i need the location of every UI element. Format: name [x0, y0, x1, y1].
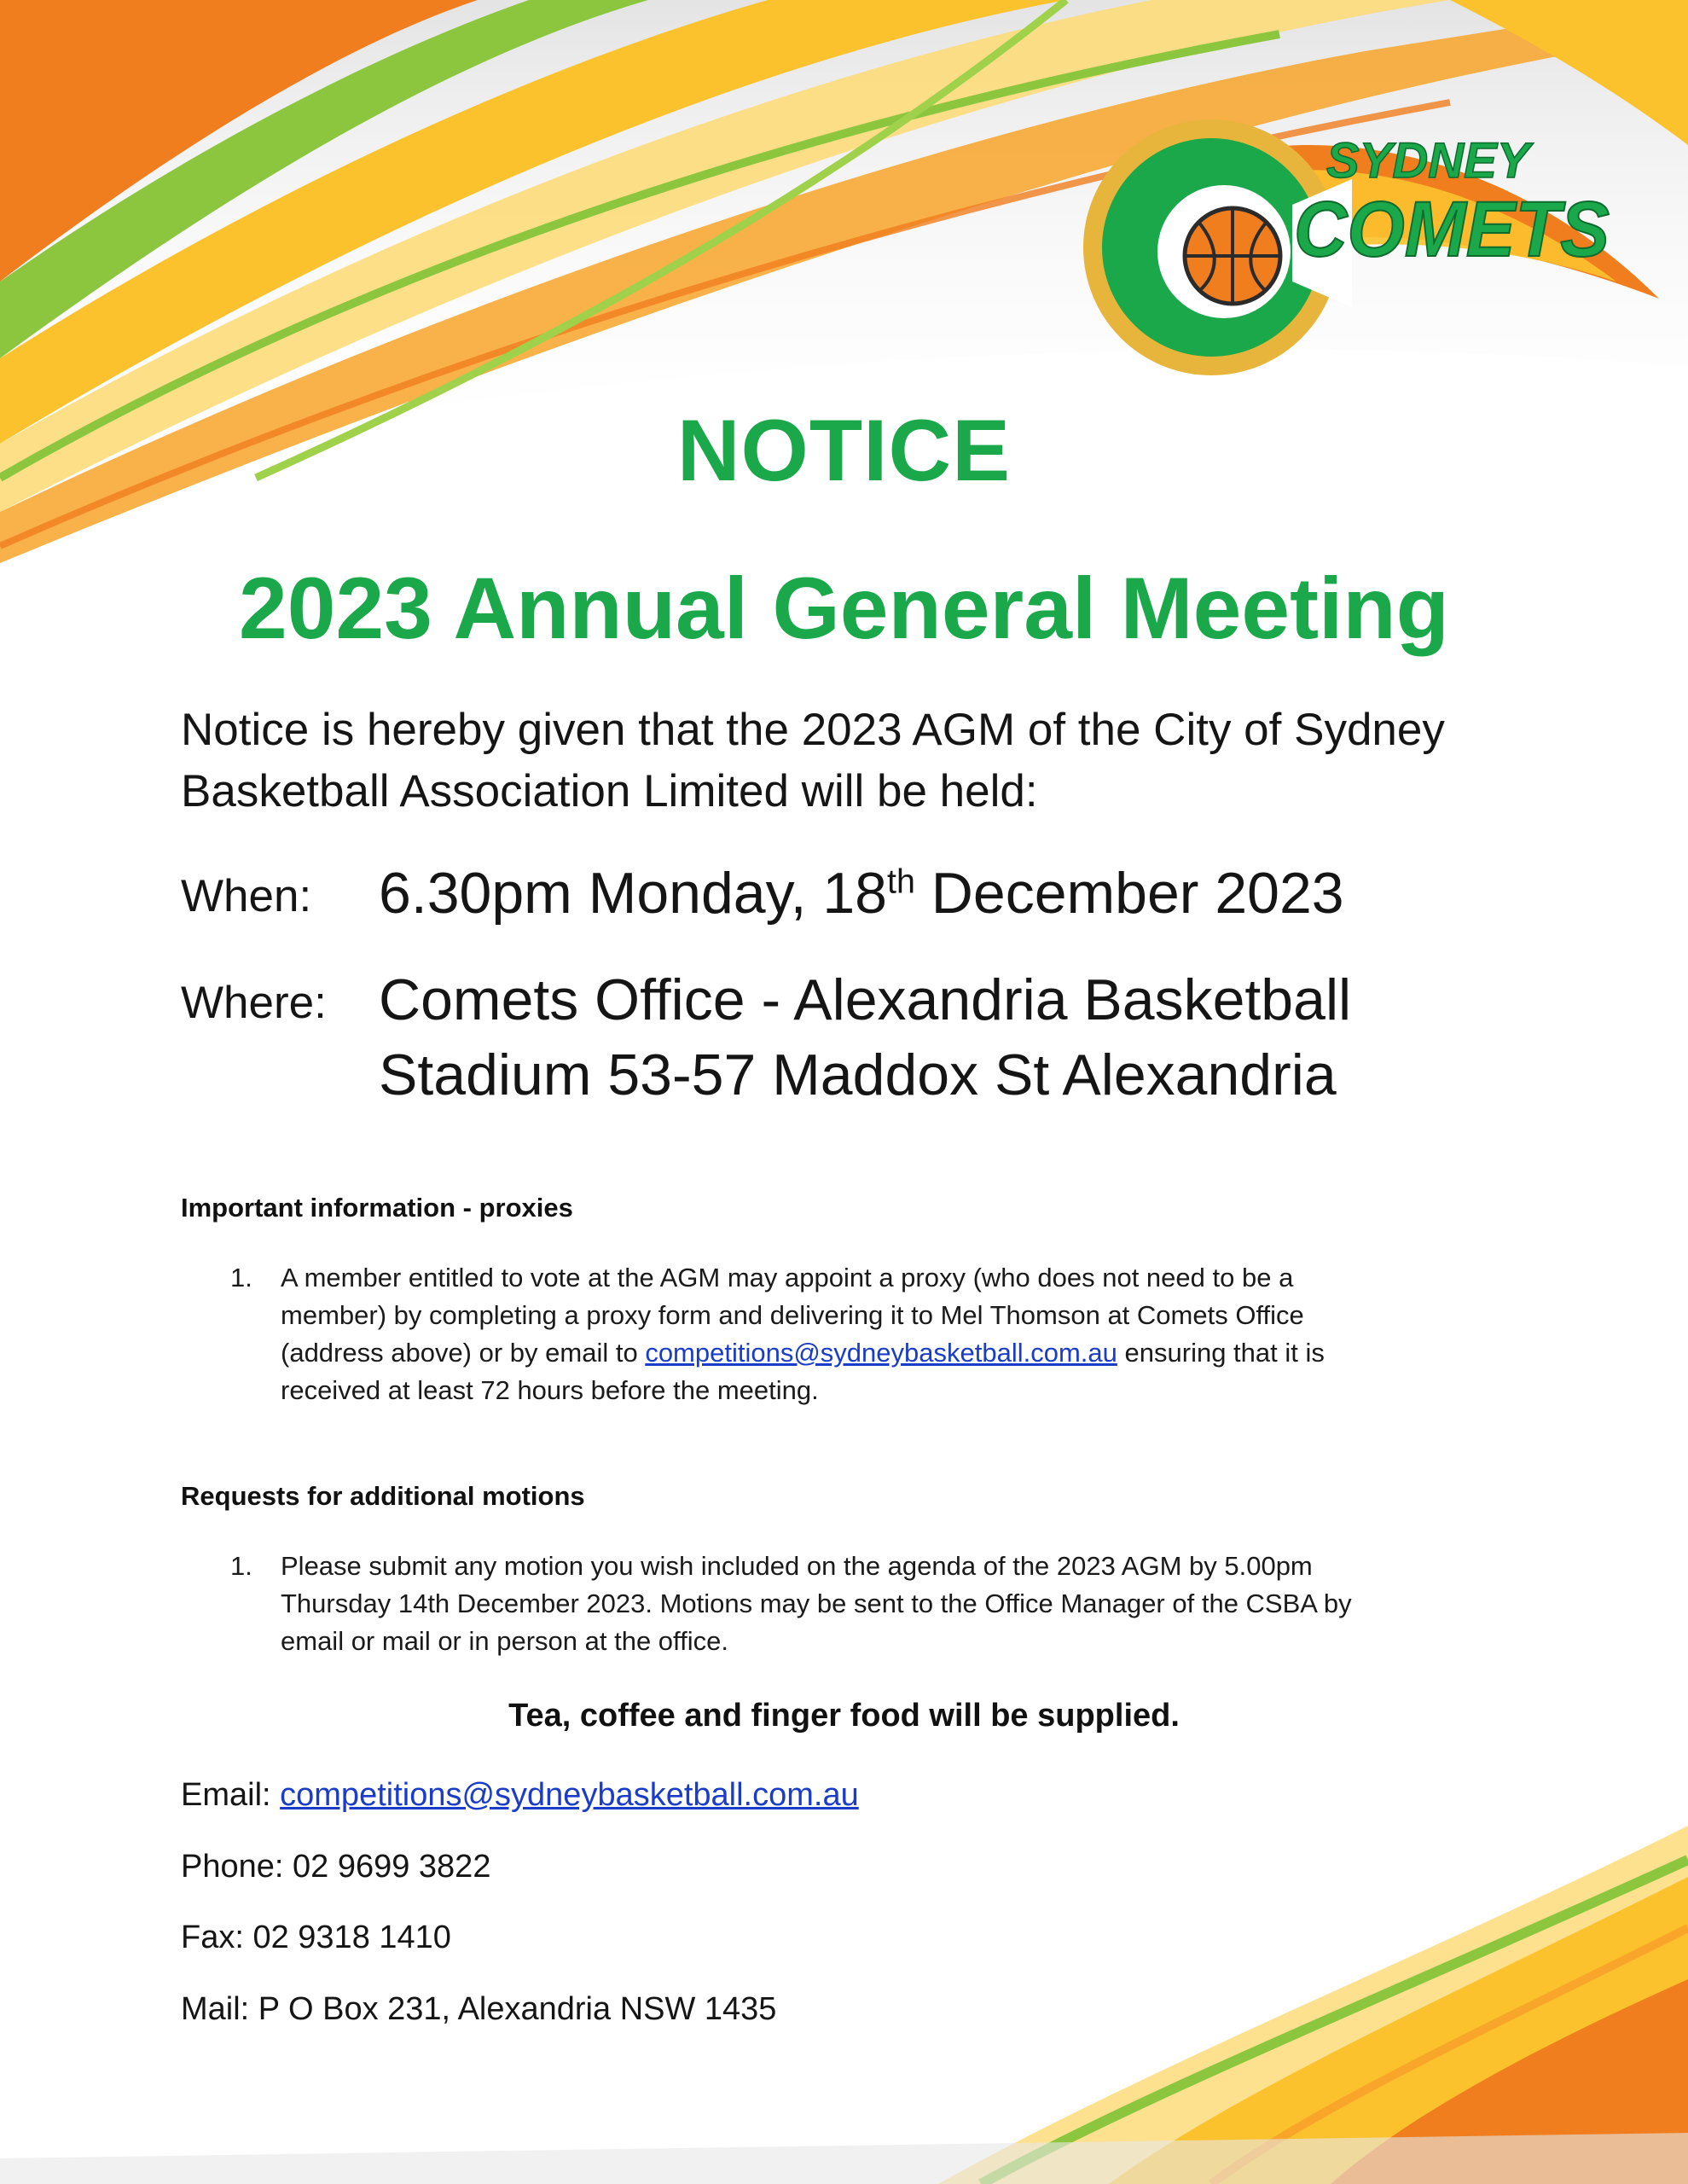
contact-email [181, 1777, 859, 1814]
proxy-line-4: received at least 72 hours before the meeting. [281, 1375, 819, 1405]
refreshments-note: Tea, coffee and finger food will be supplied. [508, 1698, 1180, 1734]
when-date-suffix: December 2023 [914, 861, 1344, 926]
intro-line-1: Notice is hereby given that the 2023 AGM of the City of Sydney [181, 705, 1445, 755]
list-item-motion [281, 1548, 1577, 1660]
list-item-proxy [281, 1259, 1577, 1409]
motion-line-1: Please submit any motion you wish included on the agenda of the 2023 AGM by 5.00pm [281, 1551, 1313, 1581]
proxy-email-link[interactable]: competitions@sydneybasketball.com.au [645, 1338, 1117, 1368]
proxy-line-3 [281, 1334, 1577, 1372]
comets-logo-graphic [1070, 102, 1668, 384]
list-number: 1. [230, 1551, 252, 1581]
email-link[interactable]: competitions@sydneybasketball.com.au [280, 1777, 859, 1813]
agm-title: 2023 Annual General Meeting [239, 560, 1449, 657]
proxy-line-3-after: ensuring that it is [1117, 1338, 1325, 1368]
email-label: Email: [181, 1777, 281, 1813]
when-date-ordinal: th [887, 863, 915, 901]
when-date-prefix: 6.30pm Monday, 18 [379, 861, 887, 926]
where-value [379, 962, 1488, 1112]
contact-mail: Mail: P O Box 231, Alexandria NSW 1435 [181, 1991, 777, 2027]
motions-list [181, 1548, 1460, 1667]
when-value [379, 856, 1344, 931]
intro-paragraph [181, 700, 1511, 822]
motion-line-3: email or mail or in person at the office. [281, 1626, 728, 1656]
where-line-1: Comets Office - Alexandria Basketball [379, 967, 1352, 1032]
proxy-line-1: A member entitled to vote at the AGM may appoint a proxy (who does not need to be a [281, 1263, 1294, 1292]
proxy-line-3-before: (address above) or by email to [281, 1338, 646, 1368]
logo-top-text: SYDNEY [1326, 133, 1530, 189]
contact-phone: Phone: 02 9699 3822 [181, 1849, 491, 1885]
where-line-2: Stadium 53-57 Maddox St Alexandria [379, 1043, 1337, 1107]
where-label: Where: [181, 978, 327, 1028]
proxies-heading: Important information - proxies [181, 1193, 573, 1223]
proxies-list [181, 1259, 1460, 1413]
sydney-comets-logo [1070, 102, 1668, 388]
proxy-line-2: member) by completing a proxy form and delivering it to Mel Thomson at Comets Office [281, 1300, 1304, 1330]
list-number: 1. [230, 1263, 252, 1292]
contact-fax: Fax: 02 9318 1410 [181, 1920, 451, 1955]
intro-line-2: Basketball Association Limited will be held: [181, 766, 1038, 816]
logo-main-text: COMETS [1294, 186, 1610, 273]
when-label: When: [181, 871, 312, 921]
motion-line-2: Thursday 14th December 2023. Motions may be sent to the Office Manager of the CSBA by [281, 1589, 1352, 1618]
motions-heading: Requests for additional motions [181, 1481, 585, 1511]
notice-title: NOTICE [676, 402, 1012, 499]
